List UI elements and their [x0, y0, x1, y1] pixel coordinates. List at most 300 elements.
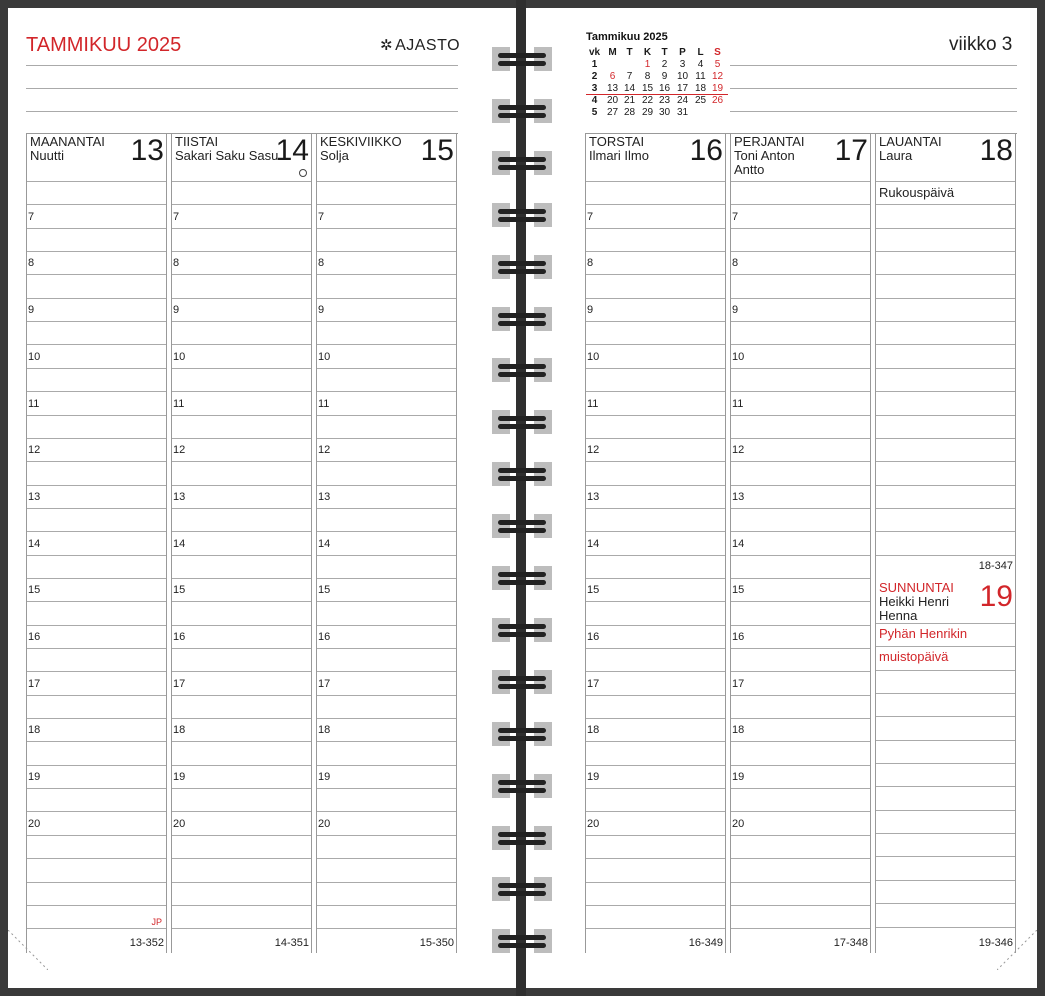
hour-label: 10: [318, 350, 331, 363]
binder-ring: [492, 826, 552, 850]
hour-label: 12: [318, 444, 331, 457]
day-column-14[interactable]: [171, 133, 312, 953]
write-line: [731, 415, 870, 416]
write-line: [27, 765, 166, 766]
hour-label: 16: [28, 631, 41, 643]
hour-label: 15: [28, 584, 41, 597]
write-line: [586, 882, 725, 883]
name-day-names: Toni Anton Antto: [734, 148, 795, 177]
day-column-18[interactable]: [875, 133, 1016, 953]
write-line: [731, 741, 870, 742]
hour-label: 13: [587, 490, 600, 503]
write-line: [731, 344, 870, 345]
hour-label: 11: [587, 397, 599, 410]
write-line: [586, 601, 725, 602]
day-header: [589, 134, 724, 167]
write-line: [27, 835, 166, 836]
write-line: [27, 298, 166, 299]
write-line: [27, 485, 166, 486]
write-line: [731, 835, 870, 836]
write-line: [172, 811, 311, 812]
write-line: [586, 228, 725, 229]
hour-label: 19: [587, 771, 600, 784]
author-initials-mark: JP: [151, 917, 162, 927]
write-line: [731, 601, 870, 602]
holiday-label: Rukouspäivä: [879, 185, 955, 200]
write-line: [586, 905, 725, 906]
day-column-16[interactable]: [585, 133, 726, 953]
write-line: [27, 648, 166, 649]
mini-calendar-header-cell: P: [679, 47, 686, 58]
write-line: [876, 880, 1015, 881]
weekday-name: SUNNUNTAI: [879, 579, 954, 595]
binder-ring: [492, 307, 552, 331]
hour-label: 17: [318, 677, 331, 690]
write-line: [876, 555, 1015, 556]
write-line: [731, 508, 870, 509]
hour-label: 9: [28, 304, 35, 317]
day-header: [734, 135, 869, 177]
weekday-name: TIISTAI: [175, 134, 219, 149]
write-line: [586, 181, 725, 182]
day-of-year-counter: 14-351: [274, 937, 309, 949]
write-line: [731, 461, 870, 462]
write-line: [27, 601, 166, 602]
mini-calendar-week-row: [586, 107, 728, 119]
write-line: [731, 578, 870, 579]
hour-label: 9: [732, 304, 739, 317]
hour-label: 15: [732, 584, 745, 597]
hour-label: 8: [732, 257, 739, 270]
write-line: [27, 321, 166, 322]
mini-calendar-week-row: [586, 59, 728, 71]
mini-calendar-day: 23: [658, 95, 671, 106]
write-line: [586, 391, 725, 392]
write-line: [172, 461, 311, 462]
sunday-header: [879, 581, 1014, 623]
binder-ring: [492, 255, 552, 279]
write-line: [731, 391, 870, 392]
mini-calendar-day: 27: [606, 107, 619, 118]
hour-label: 7: [173, 210, 180, 223]
hour-label: 13: [173, 490, 186, 503]
day-number: 17: [834, 134, 868, 167]
write-line: [27, 858, 166, 859]
hour-label: 11: [318, 397, 330, 410]
write-line: [731, 882, 870, 883]
write-line: [172, 344, 311, 345]
write-line: [586, 485, 725, 486]
hour-label: 15: [318, 584, 331, 597]
hour-label: 12: [28, 444, 41, 457]
write-line: [731, 671, 870, 672]
write-line: [586, 578, 725, 579]
mini-calendar-day: 6: [609, 71, 616, 82]
write-line: [876, 903, 1015, 904]
weekday-name: KESKIVIIKKO: [320, 134, 402, 149]
mini-calendar-day: 5: [714, 59, 721, 70]
write-line: [172, 228, 311, 229]
write-line: [731, 204, 870, 205]
write-line: [172, 741, 311, 742]
write-line: [27, 882, 166, 883]
write-line: [317, 695, 456, 696]
hour-label: 8: [318, 257, 325, 270]
mini-calendar-day: 20: [606, 95, 619, 106]
hour-label: 10: [732, 350, 745, 363]
write-line: [731, 928, 870, 929]
mini-calendar-day: 11: [695, 71, 706, 82]
mini-calendar-week-number: 1: [591, 59, 598, 70]
write-line: [27, 695, 166, 696]
hour-label: 11: [732, 397, 744, 410]
write-line: [731, 438, 870, 439]
hour-label: 12: [732, 444, 745, 457]
write-line: [586, 274, 725, 275]
write-line: [317, 555, 456, 556]
write-line: [731, 298, 870, 299]
hour-label: 7: [587, 210, 594, 223]
page-corner-decoration: [997, 930, 1037, 970]
binder-ring: [492, 618, 552, 642]
write-line: [876, 321, 1015, 322]
write-line: [317, 741, 456, 742]
write-line: [317, 438, 456, 439]
write-line: [586, 204, 725, 205]
write-line: [27, 555, 166, 556]
hour-label: 16: [318, 631, 331, 643]
hour-label: 18: [318, 724, 331, 737]
hour-label: 17: [173, 677, 186, 690]
binder-ring: [492, 151, 552, 175]
mini-calendar-head: [586, 47, 728, 59]
write-line: [731, 858, 870, 859]
write-line: [317, 601, 456, 602]
day-of-year-counter: 13-352: [129, 937, 164, 949]
name-day-names: Laura: [879, 148, 913, 163]
mini-calendar-week-number: 5: [591, 107, 598, 118]
write-line: [876, 833, 1015, 834]
write-line: [876, 181, 1015, 182]
write-line: [586, 508, 725, 509]
mini-calendar-day: 17: [676, 83, 689, 94]
hour-label: 11: [28, 397, 40, 410]
day-header: [30, 134, 165, 167]
hour-label: 18: [587, 724, 600, 737]
mini-calendar-week-number: 2: [591, 71, 598, 82]
day-of-year-counter: 15-350: [419, 937, 454, 949]
mini-calendar-day: 15: [641, 83, 654, 94]
hour-label: 13: [732, 490, 745, 503]
write-line: [731, 811, 870, 812]
binder-ring: [492, 929, 552, 953]
write-line: [172, 625, 311, 626]
write-line: [586, 718, 725, 719]
day-of-year-counter: 19-346: [978, 937, 1013, 949]
mini-calendar-header-cell: vk: [588, 47, 601, 58]
write-line: [27, 461, 166, 462]
write-line: [876, 485, 1015, 486]
page-corner-decoration: [8, 930, 48, 970]
hour-label: 10: [587, 350, 600, 363]
binder-ring: [492, 774, 552, 798]
write-line: [876, 810, 1015, 811]
write-line: [586, 671, 725, 672]
hour-label: 10: [173, 350, 186, 363]
binder-ring: [492, 47, 552, 71]
hour-label: 20: [732, 817, 745, 830]
write-line: [876, 461, 1015, 462]
write-line: [27, 391, 166, 392]
write-line: [876, 344, 1015, 345]
write-line: [317, 181, 456, 182]
write-line: [27, 718, 166, 719]
write-line: [586, 858, 725, 859]
write-line: [27, 368, 166, 369]
hour-label: 17: [587, 677, 600, 690]
hour-label: 18: [173, 724, 186, 737]
write-line: [586, 298, 725, 299]
day-number: 14: [275, 134, 309, 167]
weekday-name: MAANANTAI: [30, 134, 105, 149]
day-number: 18: [979, 134, 1013, 167]
holiday-label: Pyhän Henrikin: [879, 625, 968, 641]
write-line: [586, 415, 725, 416]
binder-ring: [492, 514, 552, 538]
weekday-name: LAUANTAI: [879, 134, 942, 149]
write-line: [172, 391, 311, 392]
hour-label: 13: [28, 490, 41, 503]
write-line: [317, 905, 456, 906]
day-column-15[interactable]: [316, 133, 457, 953]
write-line: [27, 811, 166, 812]
binder-ring: [492, 203, 552, 227]
write-line: [876, 204, 1015, 205]
write-line: [27, 251, 166, 252]
hour-label: 14: [732, 537, 745, 550]
mini-calendar-day: 21: [623, 95, 636, 106]
hour-label: 20: [318, 817, 331, 830]
write-line: [731, 181, 870, 182]
write-line: [172, 858, 311, 859]
write-line: [731, 368, 870, 369]
mini-calendar-day: 14: [623, 83, 636, 94]
hour-label: 16: [587, 631, 600, 643]
day-column-13[interactable]: [26, 133, 167, 953]
write-line: [172, 508, 311, 509]
write-line: [172, 368, 311, 369]
write-line: [876, 693, 1015, 694]
brand-logo: ✲ AJASTO: [380, 37, 461, 54]
day-header: [879, 134, 1014, 167]
write-line: [172, 251, 311, 252]
write-line: [586, 695, 725, 696]
write-line: [27, 671, 166, 672]
full-moon-icon: [299, 169, 307, 177]
write-line: [586, 438, 725, 439]
write-line: [317, 811, 456, 812]
write-line: [586, 625, 725, 626]
hour-label: 20: [587, 817, 600, 830]
write-line: [876, 415, 1015, 416]
hour-label: 12: [173, 444, 186, 457]
day-column-17[interactable]: [730, 133, 871, 953]
write-line: [876, 927, 1015, 928]
write-line: [317, 485, 456, 486]
mini-calendar: [586, 31, 728, 118]
day-header: [175, 134, 310, 167]
mini-calendar-week-row: [586, 83, 728, 95]
write-line: [586, 321, 725, 322]
mini-calendar-day: 7: [626, 71, 633, 82]
write-line: [172, 882, 311, 883]
write-line: [317, 718, 456, 719]
hour-label: 14: [28, 537, 41, 550]
hour-label: 16: [173, 631, 186, 643]
write-line: [731, 531, 870, 532]
write-line: [586, 928, 725, 929]
write-line: [317, 858, 456, 859]
notes-line: [26, 65, 458, 66]
write-line: [731, 251, 870, 252]
write-line: [317, 508, 456, 509]
mini-calendar-header-cell: T: [661, 47, 668, 58]
write-line: [586, 531, 725, 532]
write-line: [586, 251, 725, 252]
day-number: 13: [130, 134, 164, 167]
day-header: [320, 134, 455, 167]
binder-ring: [492, 358, 552, 382]
write-line: [731, 274, 870, 275]
hour-label: 10: [28, 350, 41, 363]
mini-calendar-day: 24: [676, 95, 689, 106]
write-line: [876, 368, 1015, 369]
write-line: [317, 344, 456, 345]
hour-label: 14: [173, 537, 186, 550]
name-day-names: Solja: [320, 148, 349, 163]
write-line: [876, 786, 1015, 787]
write-line: [172, 274, 311, 275]
write-line: [731, 765, 870, 766]
write-line: [876, 670, 1015, 671]
name-day-names: Sakari Saku Sasu: [175, 148, 279, 163]
mini-calendar-day: 10: [676, 71, 689, 82]
mini-calendar-header-cell: S: [714, 47, 721, 58]
write-line: [172, 928, 311, 929]
write-line: [731, 625, 870, 626]
mini-calendar-day: 26: [711, 95, 724, 106]
hour-label: 16: [732, 631, 745, 643]
day-of-year-counter: 16-349: [688, 937, 723, 949]
write-line: [876, 623, 1015, 624]
write-line: [172, 765, 311, 766]
write-line: [172, 601, 311, 602]
write-line: [317, 531, 456, 532]
write-line: [317, 765, 456, 766]
hour-label: 8: [28, 257, 35, 270]
hour-label: 18: [732, 724, 745, 737]
hour-label: 13: [318, 490, 331, 503]
mini-calendar-day: 30: [658, 107, 671, 118]
write-line: [876, 763, 1015, 764]
write-line: [317, 415, 456, 416]
write-line: [317, 368, 456, 369]
write-line: [27, 788, 166, 789]
day-of-year-counter: 17-348: [833, 937, 868, 949]
write-line: [27, 531, 166, 532]
notes-line: [730, 88, 1017, 89]
write-line: [317, 274, 456, 275]
write-line: [27, 228, 166, 229]
notes-line: [26, 111, 458, 112]
write-line: [317, 625, 456, 626]
week-label: viikko 3: [949, 34, 1013, 55]
write-line: [27, 344, 166, 345]
write-line: [172, 788, 311, 789]
write-line: [586, 648, 725, 649]
write-line: [317, 298, 456, 299]
day-number: 15: [420, 134, 454, 167]
hour-label: 8: [173, 257, 180, 270]
binder-ring: [492, 462, 552, 486]
write-line: [586, 788, 725, 789]
write-line: [172, 298, 311, 299]
holiday-label: muistopäivä: [879, 648, 949, 664]
hour-label: 9: [318, 304, 325, 317]
write-line: [172, 695, 311, 696]
write-line: [27, 905, 166, 906]
write-line: [27, 204, 166, 205]
mini-calendar-header-cell: K: [643, 47, 652, 58]
mini-calendar-day: 1: [644, 59, 651, 70]
binder-ring: [492, 670, 552, 694]
write-line: [876, 274, 1015, 275]
write-line: [317, 835, 456, 836]
write-line: [317, 928, 456, 929]
write-line: [731, 228, 870, 229]
hour-label: 11: [173, 397, 185, 410]
write-line: [876, 298, 1015, 299]
mini-calendar-day: 18: [694, 83, 707, 94]
mini-calendar-day: 13: [606, 83, 619, 94]
weekday-name: TORSTAI: [589, 134, 645, 149]
hour-label: 7: [732, 210, 739, 223]
write-line: [27, 438, 166, 439]
write-line: [317, 788, 456, 789]
write-line: [27, 508, 166, 509]
mini-calendar-day: 16: [658, 83, 671, 94]
weekday-name: PERJANTAI: [734, 134, 805, 149]
write-line: [317, 228, 456, 229]
write-line: [586, 368, 725, 369]
write-line: [172, 578, 311, 579]
write-line: [586, 461, 725, 462]
notes-line: [730, 111, 1017, 112]
write-line: [586, 835, 725, 836]
hour-label: 15: [587, 584, 600, 597]
write-line: [317, 648, 456, 649]
write-line: [317, 882, 456, 883]
write-line: [317, 321, 456, 322]
mini-calendar-day: 2: [661, 59, 668, 70]
mini-calendar-day: 12: [711, 71, 724, 82]
write-line: [586, 555, 725, 556]
hour-label: 20: [173, 817, 186, 830]
mini-calendar-day: 8: [644, 71, 651, 82]
mini-calendar-day: 29: [641, 107, 654, 118]
write-line: [27, 741, 166, 742]
write-line: [27, 578, 166, 579]
